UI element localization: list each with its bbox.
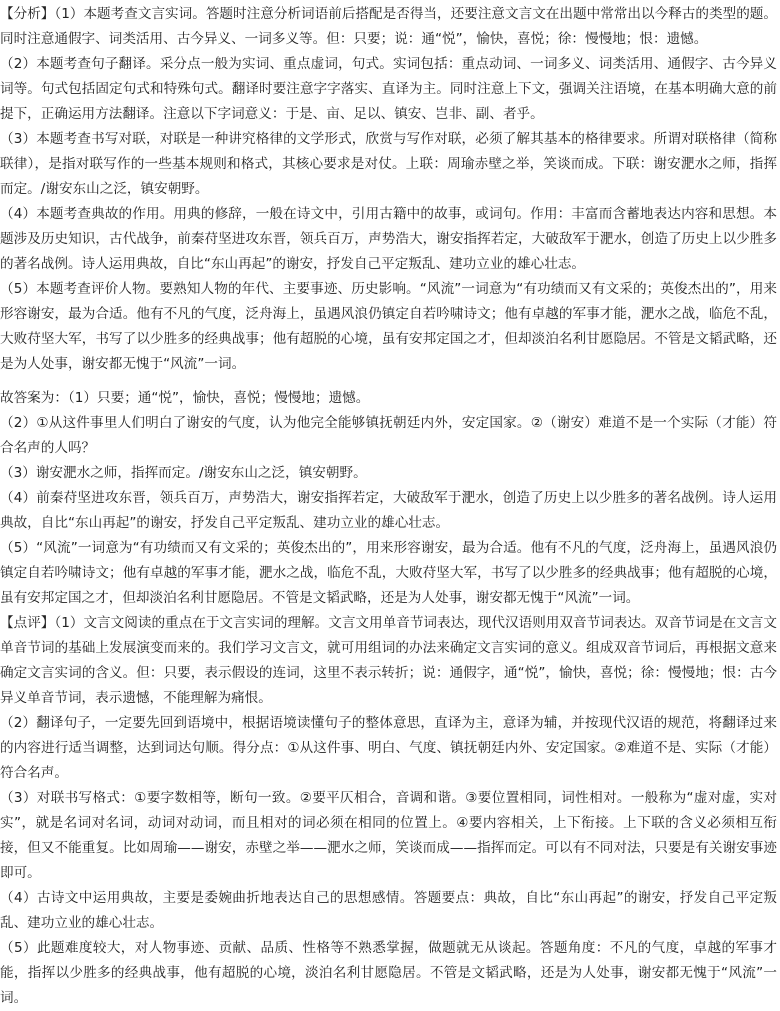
answer-paragraph-1: 故答案为：（1）只要；通“悦”，愉快，喜悦；慢慢地；遗憾。 — [0, 390, 370, 406]
analysis-paragraph-1: 【分析】（1）本题考查文言实词。答题时注意分析词语前后搭配是否得当，还要注意文言文在出题中常常出以今释古的类型的题。同时注意通假字、词类活用、古今异义、一词多义等。但：只要；说：通“悦”，愉快，喜悦；徐：慢慢地；恨：遗憾。 — [0, 6, 777, 47]
answer-paragraph-3: （3）谢安淝水之师，指挥而定。/谢安东山之泛，镇安朝野。 — [0, 465, 367, 481]
commentary-paragraph-1: 【点评】（1）文言文阅读的重点在于文言实词的理解。文言文用单音节词表达，现代汉语则用双音节词表达。双音节词是在文言文单音节词的基础上发展演变而来的。我们学习文言文，就可用组词的办法来确定文言实词的意义。组成双音节词后，再根据文意来确定文言实词的含义。但：只要，表示假设的连词，这里不表示转折；说：通假字，通“悦”，愉快，喜悦；徐：慢慢地；恨：古今异义单音节词，表示遗憾，不能理解为痛恨。 — [0, 615, 777, 706]
commentary-paragraph-2: （2）翻译句子，一定要先回到语境中，根据语境读懂句子的整体意思，直译为主，意译为辅，并按现代汉语的规范，将翻译过来的内容进行适当调整，达到词达句顺。得分点：①从这件事、明白、气度、镇抚朝廷内外、安定国家。②难道不是、实际（才能）符合名声。 — [0, 715, 777, 781]
analysis-paragraph-3: （3）本题考查书写对联，对联是一种讲究格律的文学形式，欣赏与写作对联，必须了解其基本的格律要求。所谓对联格律（简称联律），是指对联写作的一些基本规则和格式，其核心要求是对仗。上联：周瑜赤壁之举，笑谈而成。下联：谢安淝水之师，指挥而定。/谢安东山之泛，镇安朝野。 — [0, 131, 777, 197]
commentary-paragraph-3: （3）对联书写格式：①要字数相等，断句一致。②要平仄相合，音调和谐。③要位置相同，词性相对。一般称为“虚对虚，实对实”，就是名词对名词，动词对动词，而且相对的词必须在相同的位置上。④要内容相关，上下衔接。上下联的含义必须相互衔接，但又不能重复。比如周瑜——谢安，赤壁之举——淝水之师，笑谈而成——指挥而定。可以有不同对法，只要是有关谢安事迹即可。 — [0, 790, 777, 881]
analysis-section — [0, 2, 777, 377]
analysis-paragraph-4: （4）本题考查典故的作用。用典的修辞，一般在诗文中，引用古籍中的故事，或词句。作用：丰富而含蓄地表达内容和思想。本题涉及历史知识，古代战争，前秦苻坚进攻东晋，领兵百万，声势浩大，谢安指挥若定，大破敌军于淝水，创造了历史上以少胜多的著名战例。诗人运用典故，自比“东山再起”的谢安，抒发自己平定叛乱、建功立业的雄心壮志。 — [0, 206, 777, 272]
commentary-section — [0, 611, 777, 1011]
answers-section — [0, 386, 777, 611]
answer-paragraph-2: （2）①从这件事里人们明白了谢安的气度，认为他完全能够镇抚朝廷内外，安定国家。②（谢安）难道不是一个实际（才能）符合名声的人吗？ — [0, 415, 777, 456]
commentary-paragraph-4: （4）古诗文中运用典故，主要是委婉曲折地表达自己的思想感情。答题要点：典故，自比“东山再起”的谢安，抒发自己平定叛乱、建功立业的雄心壮志。 — [0, 890, 777, 931]
commentary-paragraph-5: （5）此题难度较大，对人物事迹、贡献、品质、性格等不熟悉掌握，做题就无从谈起。答题角度：不凡的气度，卓越的军事才能，指挥以少胜多的经典战事，他有超脱的心境，淡泊名利甘愿隐居。不管是文韬武略，还是为人处事，谢安都无愧于“风流”一词。 — [0, 940, 777, 1006]
section-gap — [0, 377, 777, 386]
answer-paragraph-5: （5）“风流”一词意为“有功绩而又有文采的；英俊杰出的”，用来形容谢安，最为合适。他有不凡的气度，泛舟海上，虽遇风浪仍镇定自若吟啸诗文；他有卓越的军事才能，淝水之战，临危不乱，大败苻坚大军，书写了以少胜多的经典战事；他有超脱的心境，虽有安邦定国之才，但却淡泊名利甘愿隐居。不管是文韬武略，还是为人处事，谢安都无愧于“风流”一词。 — [0, 540, 777, 606]
answer-paragraph-4: （4）前秦苻坚进攻东晋，领兵百万，声势浩大，谢安指挥若定，大破敌军于淝水，创造了历史上以少胜多的著名战例。诗人运用典故，自比“东山再起”的谢安，抒发自己平定叛乱、建功立业的雄心壮志。 — [0, 490, 777, 531]
analysis-paragraph-2: （2）本题考查句子翻译。采分点一般为实词、重点虚词，句式。实词包括：重点动词、一词多义、词类活用、通假字、古今异义词等。句式包括固定句式和特殊句式。翻译时要注意字字落实、直译为主。同时注意上下文，强调关注语境，在基本明确大意的前提下，正确运用方法翻译。注意以下字词意义：于是、亩、足以、镇安、岂非、副、者乎。 — [0, 56, 777, 122]
analysis-paragraph-5: （5）本题考查评价人物。要熟知人物的年代、主要事迹、历史影响。“风流”一词意为“有功绩而又有文采的；英俊杰出的”，用来形容谢安，最为合适。他有不凡的气度，泛舟海上，虽遇风浪仍镇定自若吟啸诗文；他有卓越的军事才能，淝水之战，临危不乱，大败苻坚大军，书写了以少胜多的经典战事；他有超脱的心境，虽有安邦定国之才，但却淡泊名利甘愿隐居。不管是文韬武略，还是为人处事，谢安都无愧于“风流”一词。 — [0, 281, 777, 372]
